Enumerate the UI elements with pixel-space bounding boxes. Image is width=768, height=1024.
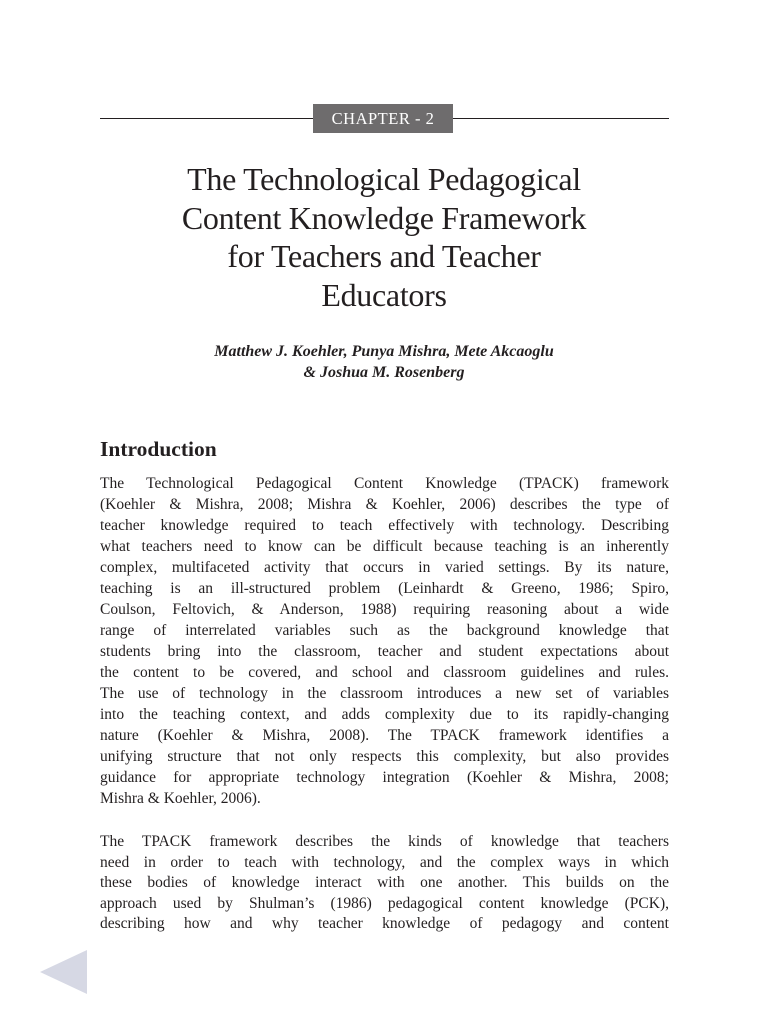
text-line: The TPACK framework describes the kinds of knowledge that teachers xyxy=(100,833,669,850)
text-line: guidance for appropriate technology integration (Koehler & Mishra, 2008; xyxy=(100,769,669,786)
text-line: range of interrelated variables such as the background knowledge that xyxy=(100,622,669,639)
text-line: Mishra & Koehler, 2006). xyxy=(100,790,261,807)
text-line: what teachers need to know can be difficult because teaching is an inherently xyxy=(100,538,669,555)
previous-page-button[interactable] xyxy=(40,950,88,994)
chapter-title-line: Content Knowledge Framework xyxy=(181,199,587,236)
chapter-label: CHAPTER - 2 xyxy=(313,104,453,133)
text-line: nature (Koehler & Mishra, 2008). The TPACK framework identifies a xyxy=(100,727,669,744)
text-line: The use of technology in the classroom introduces a new set of variables xyxy=(100,685,669,702)
paragraph-1 xyxy=(100,473,669,809)
text-line: into the teaching context, and adds complexity due to its rapidly-changing xyxy=(100,706,669,723)
chapter-title xyxy=(130,160,638,314)
text-line: complex, multifaceted activity that occurs in varied settings. By its nature, xyxy=(100,559,669,576)
previous-page-arrow-icon xyxy=(40,950,88,994)
text-line: The Technological Pedagogical Content Knowledge (TPACK) framework xyxy=(100,475,669,492)
author-line: & Joshua M. Rosenberg xyxy=(303,364,465,381)
text-line: Coulson, Feltovich, & Anderson, 1988) requiring reasoning about a wide xyxy=(100,601,669,618)
text-line: describing how and why teacher knowledge of pedagogy and content xyxy=(100,915,669,932)
text-line: teaching is an ill-structured problem (Leinhardt & Greeno, 1986; Spiro, xyxy=(100,580,669,597)
text-line: teacher knowledge required to teach effectively with technology. Describing xyxy=(100,517,669,534)
author-line: Matthew J. Koehler, Punya Mishra, Mete Akcaoglu xyxy=(214,343,554,360)
text-line: approach used by Shulman’s (1986) pedagogical content knowledge (PCK), xyxy=(100,894,669,912)
chapter-title-line: Educators xyxy=(321,276,447,313)
chapter-title-line: for Teachers and Teacher xyxy=(227,238,541,274)
author-list xyxy=(120,341,648,383)
text-line: students bring into the classroom, teacher and student expectations about xyxy=(100,643,669,660)
text-line: these bodies of knowledge interact with one another. This builds on the xyxy=(100,874,669,891)
text-line: the content to be covered, and school and classroom guidelines and rules. xyxy=(100,664,669,681)
section-heading-introduction: Introduction xyxy=(100,437,217,461)
text-line: unifying structure that not only respects this complexity, but also provides xyxy=(100,748,669,765)
paragraph-2 xyxy=(100,832,669,935)
chapter-title-line: The Technological Pedagogical xyxy=(187,161,581,197)
text-line: need in order to teach with technology, and the complex ways in which xyxy=(100,853,669,871)
text-line: (Koehler & Mishra, 2008; Mishra & Koehler, 2006) describes the type of xyxy=(100,496,669,513)
